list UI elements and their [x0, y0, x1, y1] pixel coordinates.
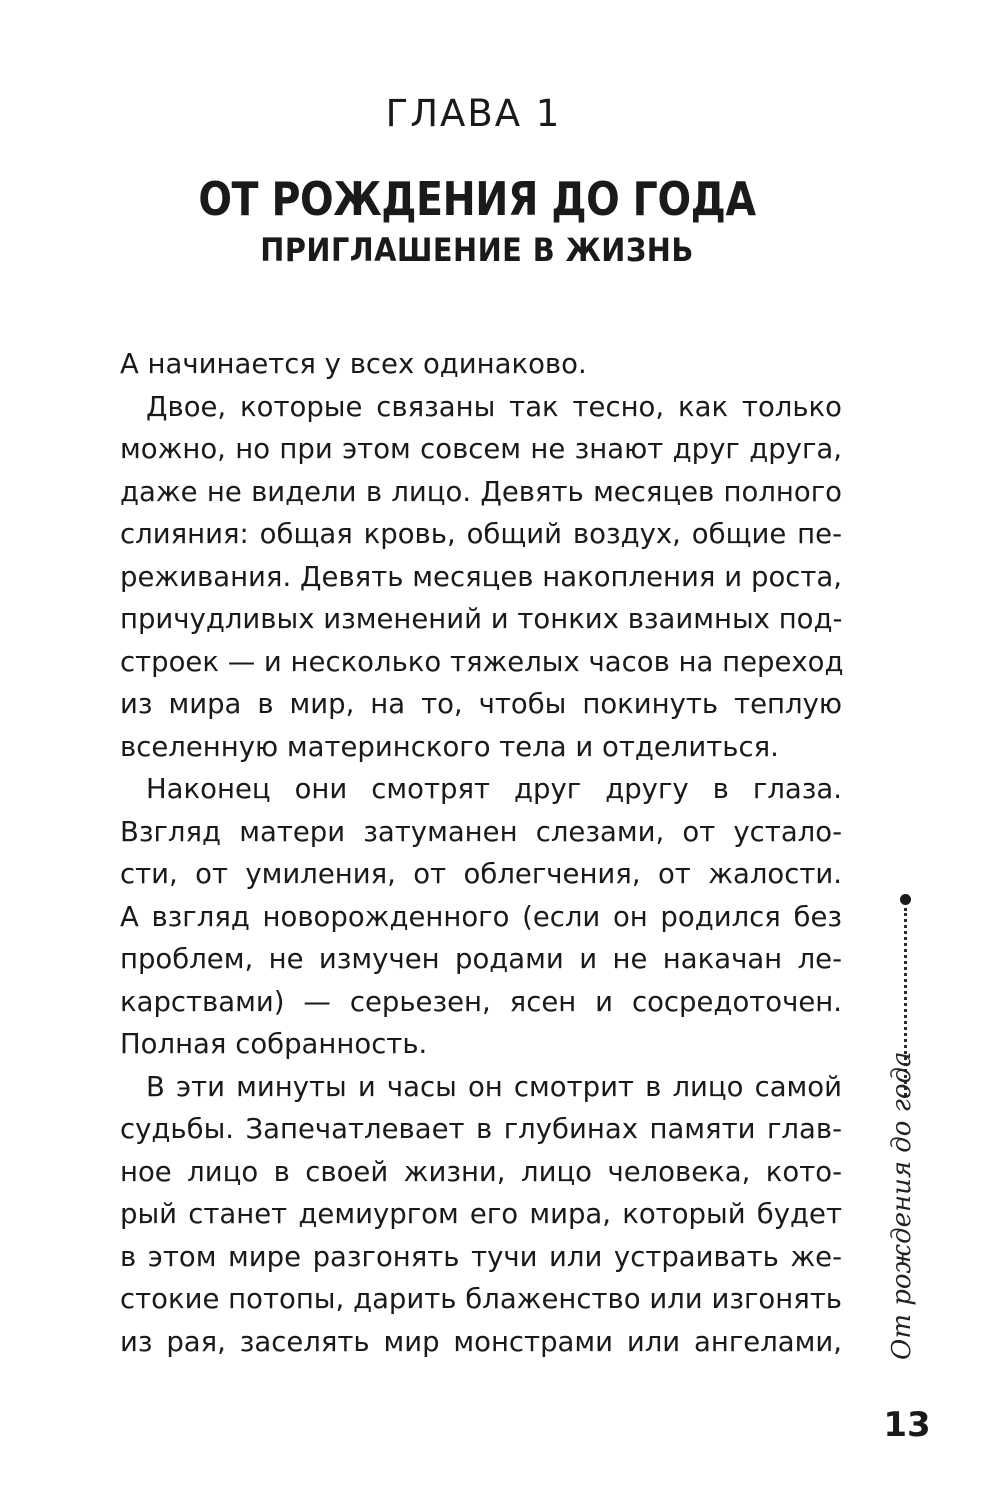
text-line: из рая, заселять мир монстрами или ангелами, — [120, 1325, 842, 1358]
text-line: стокие потопы, дарить блаженство или изгонять — [120, 1283, 842, 1315]
chapter-label: ГЛАВА 1 — [385, 92, 562, 135]
text-line: рый станет демиургом его мира, который будет — [120, 1198, 842, 1230]
text-line: сти, от умиления, от облегчения, от жалости. — [120, 858, 842, 890]
text-line: судьбы. Запечатлевает в глубинах памяти глав- — [120, 1113, 842, 1145]
text-line: проблем, не измучен родами и не накачан ле- — [120, 943, 842, 975]
text-line: А взгляд новорожденного (если он родился без — [120, 900, 842, 933]
text-line: В эти минуты и часы он смотрит в лицо самой — [146, 1070, 842, 1103]
text-line: Взгляд матери затуманен слезами, от устало- — [120, 815, 842, 848]
body-text — [120, 343, 842, 1363]
text-line: вселенную материнского тела и отделиться. — [120, 730, 779, 763]
text-line: карствами) — серьезен, ясен и сосредоточен. — [120, 985, 842, 1018]
text-line: из мира в мир, на то, чтобы покинуть теплую — [120, 688, 842, 720]
text-line: слияния: общая кровь, общий воздух, общие пе- — [120, 518, 842, 550]
text-line: даже не видели в лицо. Девять месяцев полного — [120, 475, 842, 508]
text-line: в этом мире разгонять тучи или устраивать же- — [120, 1240, 842, 1273]
text-line: ное лицо в своей жизни, лицо человека, кото- — [120, 1155, 842, 1188]
chapter-subtitle: ПРИГЛАШЕНИЕ В ЖИЗНЬ — [260, 231, 694, 269]
running-head: От рождения до года — [887, 1051, 917, 1360]
running-head-dot — [900, 894, 911, 905]
text-line: Наконец они смотрят друг другу в глаза. — [146, 773, 842, 805]
text-line: можно, но при этом совсем не знают друг друга, — [120, 433, 842, 465]
page-number: 13 — [883, 1405, 931, 1445]
text-line: реживания. Девять месяцев накопления и роста, — [120, 560, 842, 593]
text-line: Полная собранность. — [120, 1028, 428, 1060]
chapter-title: ОТ РОЖДЕНИЯ ДО ГОДА — [198, 172, 756, 226]
text-line: Двое, которые связаны так тесно, как только — [146, 390, 842, 423]
text-line: причудливых изменений и тонких взаимных под- — [120, 603, 843, 635]
text-line: А начинается у всех одинаково. — [120, 348, 587, 380]
text-line: строек — и несколько тяжелых часов на переход — [120, 645, 844, 678]
